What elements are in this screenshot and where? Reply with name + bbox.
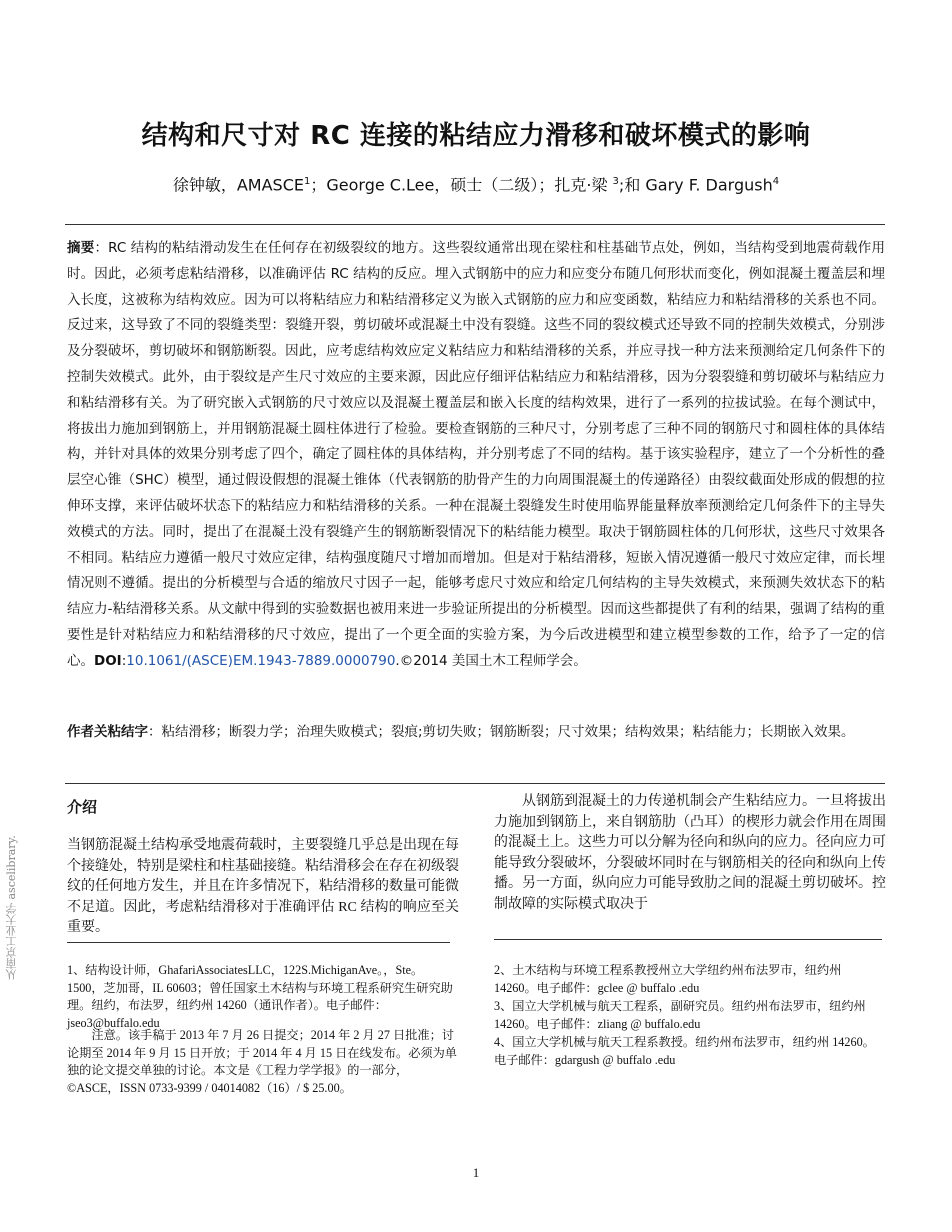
keywords-divider	[65, 783, 885, 784]
keywords-text: ：粘结滑移；断裂力学；治理失败模式；裂痕;剪切失败；钢筋断裂；尺寸效果；结构效果；粘结能力；长期嵌入效果。	[148, 724, 855, 740]
top-divider	[65, 224, 885, 225]
page-number: 1	[472, 1165, 480, 1180]
author-1-affiliation: 1	[304, 176, 311, 187]
author-list	[60, 170, 892, 197]
keywords	[67, 720, 885, 745]
doi-separator: :	[121, 652, 127, 669]
author-3-affiliation: 3	[612, 176, 619, 187]
footnote-1: 1、结构设计师，GhafariAssociatesLLC，122S.MichiganAve。，Ste。1500，芝加哥，IL 60603；曾任国家土木结构与环境工程系研究生研究助理。纽约，布法罗，纽约州 14260（通讯作者）。电子邮件：jseo3@buffalo.edu	[67, 963, 453, 1030]
manuscript-note: 注意。该手稿于 2013 年 7 月 26 日提交；2014 年 2 月 27 日批准；讨论期至 2014 年 9 月 15 日开放；于 2014 年 4 月 15 日在线发布。必须为单独的论文提交单独的讨论。本文是《工程力学学报》的一部分，©ASCE，ISSN 0733-9399 / 04014082（16）/ $ 25.00。	[67, 1028, 457, 1095]
abstract	[67, 236, 885, 675]
footnote-divider-left	[67, 942, 450, 943]
keywords-label: 作者关粘结字	[67, 724, 148, 740]
footnote-2: 2、土木结构与环境工程系教授州立大学纽约州布法罗市，纽约州 14260。电子邮件：gclee @ buffalo .edu	[494, 963, 842, 995]
intro-paragraph-right: 从钢筋到混凝土的力传递机制会产生粘结应力。一旦将拔出力施加到钢筋上，来自钢筋肋（凸耳）的楔形力就会作用在周围的混凝土上。这些力可以分解为径向和纵向的应力。径向应力可能导致分裂破坏，分裂破坏同时在与钢筋相关的径向和纵向上传播。另一方面，纵向应力可能导致肋之间的混凝土剪切破坏。控制故障的实际模式取决于	[494, 794, 886, 912]
section-heading-introduction: 介绍	[67, 798, 98, 816]
footnote-divider-right	[494, 939, 882, 940]
footnote-3: 3、国立大学机械与航天工程系，副研究员。纽约州布法罗市，纽约州 14260。电子邮件：zliang @ buffalo.edu	[494, 999, 866, 1031]
copyright-text: .©2014 美国土木工程师学会。	[395, 652, 587, 669]
footnote-4: 4、国立大学机械与航天工程系教授。纽约州布法罗市，纽约州 14260。电子邮件：gdargush @ buffalo .edu	[494, 1035, 875, 1067]
doi-link[interactable]: 10.1061/(ASCE)EM.1943-7889.0000790	[126, 652, 396, 669]
author-1: 徐钟敏，AMASCE	[172, 175, 304, 195]
paper-title: 结构和尺寸对 RC 连接的粘结应力滑移和破坏模式的影响	[141, 121, 811, 151]
author-4-affiliation: 4	[772, 176, 780, 187]
author-2-3: ；George C.Lee，硕士（二级）；扎克·梁	[310, 175, 613, 195]
abstract-text: ：RC 结构的粘结滑动发生在任何存在初级裂纹的地方。这些裂纹通常出现在梁柱和柱基础节点处，例如，当结构受到地震荷载作用时。因此，必须考虑粘结滑移，以准确评估 RC 结构的反应。埋入式钢筋中的应力和应变分布随几何形状而变化，例如混凝土覆盖层和埋入长度，这被称为结构效应。因为可以将粘结应力和粘结滑移定义为嵌入式钢筋的应力和应变函数，粘结应力和粘结滑移的关系也不同。反过来，这导致了不同的裂缝类型：裂缝开裂，剪切破坏或混凝土中没有裂缝。这些不同的裂纹模式还导致不同的控制失效模式，分别涉及分裂破坏，剪切破坏和钢筋断裂。因此，应考虑结构效应定义粘结应力和粘结滑移的关系，并应寻找一种方法来预测给定几何条件下的控制失效模式。此外，由于裂纹是产生尺寸效应的主要来源，因此应仔细评估粘结应力和粘结滑移，因为分裂裂缝和剪切破坏与粘结应力和粘结滑移有关。为了研究嵌入式钢筋的尺寸效应以及混凝土覆盖层和嵌入长度的结构效果，进行了一系列的拉拔试验。在每个测试中，将拔出力施加到钢筋上，并用钢筋混凝土圆柱体进行了检验。要检查钢筋的三种尺寸，分别考虑了三种不同的钢筋尺寸和圆柱体的具体结构，并针对具体的效果分别考虑了四个，确定了圆柱体的具体结构，并分别考虑了不同的结构。基于该实验程序，建立了一个分析性的叠层空心锥（SHC）模型，通过假设假想的混凝土锥体（代表钢筋的肋骨产生的力向周围混凝土的传递路径）由裂纹截面处形成的假想的拉伸环支撑，来评估破坏状态下的粘结应力和粘结滑移的关系。一种在混凝土裂缝发生时使用临界能量释放率预测给定几何条件下的主导失效模式的方法。同时，提出了在混凝土没有裂缝产生的钢筋断裂情况下的粘结能力模型。取决于钢筋圆柱体的几何形状，这些尺寸效果各不相同。粘结应力遵循一般尺寸效应定律，结构强度随尺寸增加而增加。但是对于粘结滑移，短嵌入情况遵循一般尺寸效应定律，而长埋情况则不遵循。提出的分析模型与合适的缩放尺寸因子一起，能够考虑尺寸效应和给定几何结构的主导失效模式，来预测失效状态下的粘结应力-粘结滑移关系。从文献中得到的实验数据也被用来进一步验证所提出的分析模型。因而这些都提供了有利的结果，强调了结构的重要性是针对粘结应力和粘结滑移的尺寸效应，提出了一个更全面的实验方案，为今后改进模型和建立模型参数的工作，给予了一定的信心。	[67, 240, 885, 669]
download-watermark: 从南京工业大学 ascelibrary.	[5, 835, 18, 980]
author-4: ;和 Gary F. Dargush	[618, 175, 773, 195]
intro-paragraph-left: 当钢筋混凝土结构承受地震荷载时，主要裂缝几乎总是出现在每个接缝处，特别是梁柱和柱基础接缝。粘结滑移会在存在初级裂纹的任何地方发生，并且在许多情况下，粘结滑移的数量可能微不足道。因此，考虑粘结滑移对于准确评估 RC 结构的响应至关重要。	[67, 838, 459, 935]
doi-label: DOI	[94, 652, 122, 669]
abstract-label: 摘要	[67, 240, 95, 256]
